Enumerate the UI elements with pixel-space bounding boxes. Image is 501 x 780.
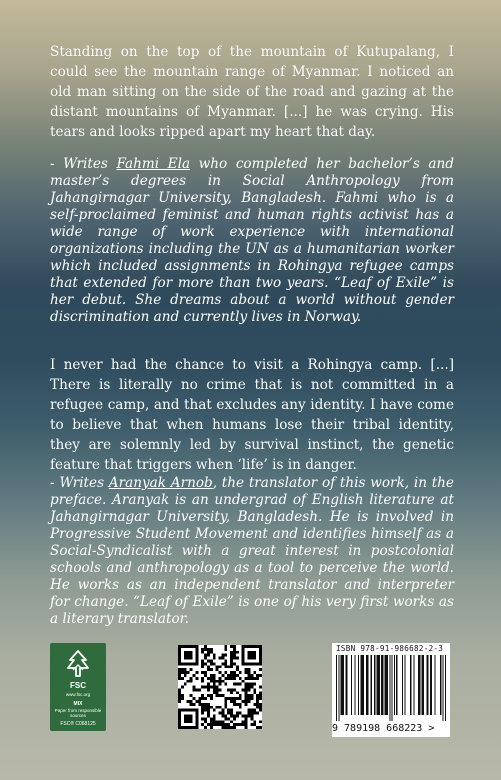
isbn-barcode (332, 643, 450, 737)
fsc-website: www.fsc.org (65, 692, 91, 697)
barcode-bar (360, 655, 361, 715)
barcode-bar (338, 655, 339, 721)
barcode-bar (361, 655, 362, 715)
barcode-bar (366, 655, 367, 715)
barcode-bar (371, 655, 372, 715)
translator-name: Aranyak Arnob (108, 475, 213, 491)
barcode-bar (427, 655, 428, 715)
barcode-bar (342, 655, 343, 715)
barcode-bar (440, 655, 441, 715)
barcode-bar (419, 655, 420, 715)
barcode-bar (379, 655, 380, 715)
isbn-text: ISBN 978-91-986682-2-3 (336, 644, 444, 653)
barcode-bar (410, 655, 411, 715)
barcode-bar (345, 655, 346, 715)
barcode-bar (381, 655, 382, 715)
barcode-bar (418, 655, 419, 715)
attribution-1-text: who completed her bachelor’s and master’s degrees in Social Anthropology from Jahangirnagar University, Bangladesh. Fahmi who is a self-proclaimed feminist and human rights activist has a wide range of work experience with international organizations including the UN as a humanitarian worker which included assignments in Rohingya refugee camps that extended for more than two years. “Leaf of Exile” is her debut. She dreams about a world without gender discrimination and currently lives in Norway. (50, 156, 454, 325)
barcode-bar (355, 655, 356, 715)
fsc-tree-icon (64, 649, 92, 679)
fsc-license: FSC® C068125 (60, 721, 96, 727)
barcode-bar (392, 655, 393, 721)
barcode-bar (430, 655, 431, 715)
fsc-mix: MIX (73, 701, 83, 707)
barcode-bar (426, 655, 427, 715)
barcode-bar (414, 655, 415, 715)
barcode-bar (396, 655, 397, 715)
barcode-bar (394, 655, 395, 715)
barcode-bar (422, 655, 423, 715)
excerpt-2: I never had the chance to visit a Rohingya camp. [...] There is literally no crime that is not committed in a refugee camp, and that excludes any identity. I have come to believe that when humans lose their tribal identity, they are solemnly led by survival instinct, the genetic feature that triggers when ‘life’ is in danger. (50, 357, 454, 473)
barcode-bar (443, 655, 444, 721)
attribution-2-text: , the translator of this work, in the preface. Aranyak is an undergrad of English literature at Jahangirnagar University, Bangladesh. He is involved in Progressive Student Movement and identifies himself as a Social-Syndicalist with a great interest in postcolonial schools and anthropology as a tool to perceive the world. He works as an independent translator and interpreter for change. “Leaf of Exile” is one of his very first works as a literary translator. (50, 475, 454, 627)
barcode-bar (341, 655, 342, 715)
barcode-bars (336, 655, 446, 721)
barcode-bar (404, 655, 405, 715)
barcode-bar (374, 655, 375, 715)
barcode-bar (445, 655, 446, 721)
qr-code-icon (178, 645, 262, 729)
barcode-bar (382, 655, 383, 715)
barcode-bar (343, 655, 344, 715)
attribution-2-prefix: - Writes (50, 475, 109, 491)
fsc-logo (50, 643, 106, 731)
barcode-bar (346, 655, 347, 715)
barcode-bar (336, 655, 337, 721)
barcode-bar (367, 655, 368, 715)
author-name: Fahmi Ela (116, 156, 191, 172)
barcode-bar (387, 655, 388, 715)
barcode-bar (431, 655, 432, 715)
barcode-bar (386, 655, 387, 715)
barcode-bar (402, 655, 403, 715)
attribution-1 (50, 156, 454, 326)
ean-digits: 9 789198 668223 > (332, 723, 435, 734)
barcode-bar (389, 655, 390, 721)
barcode-bar (363, 655, 364, 715)
barcode-bar (385, 655, 386, 715)
barcode-bar (377, 655, 378, 715)
fsc-sourcing: Paper from responsible sources (54, 708, 102, 718)
barcode-bar (378, 655, 379, 715)
fsc-brand: FSC (70, 681, 86, 690)
barcode-bar (434, 655, 435, 715)
barcode-bar (423, 655, 424, 715)
attribution-1-prefix: - Writes (50, 156, 117, 172)
excerpt-1: Standing on the top of the mountain of Kutupalang, I could see the mountain range of Myanmar. I noticed an old man sitting on the side of the road and gazing at the distant mountains of Myanmar. [...] he was crying. His tears and looks ripped apart my heart that day. (50, 44, 454, 140)
attribution-2 (50, 475, 454, 628)
barcode-bar (351, 655, 352, 715)
barcode-bar (358, 655, 359, 715)
